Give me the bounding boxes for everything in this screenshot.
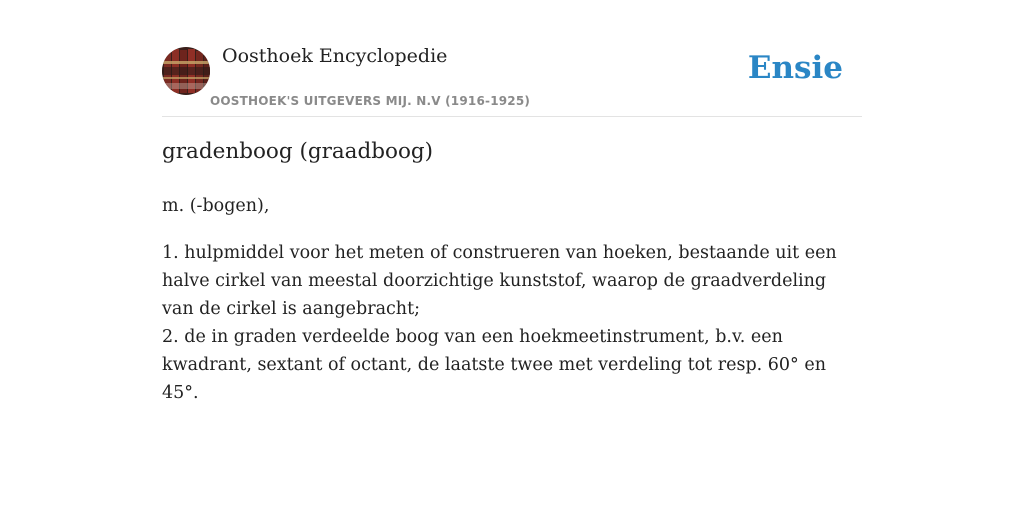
definition-item: 1. hulpmiddel voor het meten of construeren van hoeken, bestaande uit een halve cirkel van meestal doorzichtige kunststof, waarop de graadverdeling van de cirkel is aangebracht; [162,243,837,319]
entry-definition [162,239,862,407]
entry-grammar: m. (-bogen), [162,196,270,216]
definition-item: 2. de in graden verdeelde boog van een hoekmeetinstrument, b.v. een kwadrant, sextant of octant, de laatste twee met verdeling tot resp. 60° en 45°. [162,327,826,403]
book-spines-icon [162,47,210,95]
source-title[interactable]: Oosthoek Encyclopedie [222,45,448,67]
source-publisher: OOSTHOEK'S UITGEVERS MIJ. N.V (1916-1925) [210,94,531,108]
ensie-logo-link[interactable]: Ensie [747,50,843,86]
entry-title: gradenboog (graadboog) [162,139,434,164]
source-header [162,0,862,117]
source-avatar[interactable] [162,47,210,95]
entry-card [162,0,862,512]
